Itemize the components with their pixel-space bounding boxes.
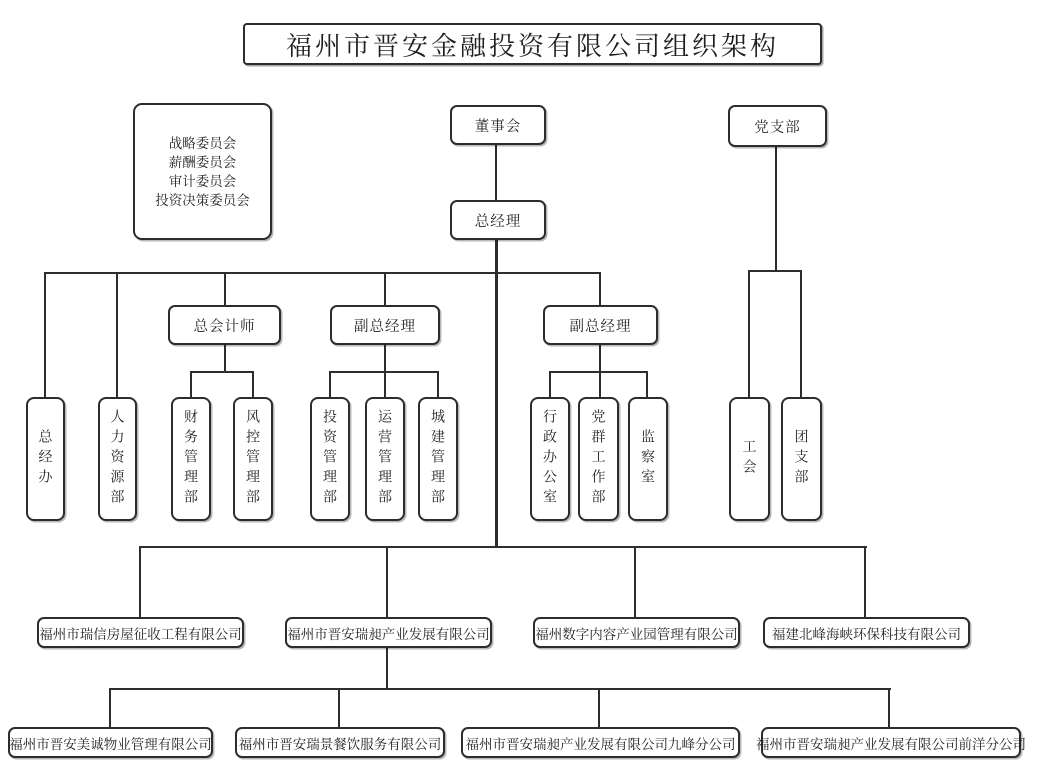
connector-line [224,272,226,305]
committee-line: 投资决策委员会 [155,192,250,208]
node-dept-hr: 人力资源部 [98,397,137,521]
connector-line [599,272,601,305]
committee-line: 薪酬委员会 [168,154,237,170]
connector-line [252,371,254,398]
node-youth-league-branch: 团支部 [781,397,822,521]
connector-line [549,371,551,398]
connector-line [495,145,497,200]
node-subsidiary-ruichang-industry: 福州市晋安瑞昶产业发展有限公司 [285,617,492,648]
connector-line [598,688,600,728]
node-dept-general-office: 总经办 [26,397,65,521]
connector-line [139,546,141,618]
connector-line [190,371,192,398]
connector-line [190,371,254,373]
connector-line [437,371,439,398]
node-dept-investment: 投资管理部 [310,397,350,521]
connector-line [888,688,890,728]
connector-line [329,371,331,398]
connector-line [384,272,386,305]
connector-line [748,270,750,398]
node-branch-ruichang-qianyang: 福州市晋安瑞昶产业发展有限公司前洋分公司 [761,727,1021,758]
connector-line [775,147,777,272]
node-labor-union: 工会 [729,397,770,521]
node-deputy-gm-1: 副总经理 [330,305,440,345]
connector-line [864,546,866,618]
connector-line [386,546,388,618]
connector-line [109,688,891,690]
connector-line [384,371,386,398]
node-deputy-gm-2: 副总经理 [543,305,658,345]
node-branch-ruijing-catering: 福州市晋安瑞景餐饮服务有限公司 [235,727,445,758]
node-branch-ruichang-jiufeng: 福州市晋安瑞昶产业发展有限公司九峰分公司 [461,727,740,758]
node-dept-urban-construction: 城建管理部 [418,397,458,521]
node-dept-admin-office: 行政办公室 [530,397,570,521]
connector-line [748,270,802,272]
node-dept-finance: 财务管理部 [171,397,211,521]
connector-line [384,345,386,372]
connector-line [800,270,802,398]
connector-line [44,272,46,398]
committees-box [133,103,272,240]
connector-line [646,371,648,398]
connector-line [599,371,601,398]
connector-line [224,345,226,372]
connector-line [386,648,388,690]
node-subsidiary-beifeng-haixia-environmental: 福建北峰海峡环保科技有限公司 [763,617,970,648]
connector-line [109,688,111,728]
node-board-of-directors: 董事会 [450,105,546,145]
node-dept-party-masses: 党群工作部 [578,397,619,521]
node-branch-meicheng-property: 福州市晋安美诚物业管理有限公司 [8,727,213,758]
node-general-manager: 总经理 [450,200,546,240]
connector-line [44,272,601,274]
connector-line [116,272,118,398]
connector-line [139,546,867,548]
connector-line [599,345,601,372]
node-subsidiary-digital-content-park: 福州数字内容产业园管理有限公司 [533,617,740,648]
connector-line [495,240,498,547]
node-subsidiary-ruixin-housing: 福州市瑞信房屋征收工程有限公司 [37,617,244,648]
committee-line: 战略委员会 [168,135,237,151]
connector-line [634,546,636,618]
node-chief-accountant: 总会计师 [168,305,281,345]
node-dept-operations: 运营管理部 [365,397,405,521]
node-party-branch: 党支部 [728,105,827,147]
node-dept-supervision: 监察室 [628,397,668,521]
connector-line [338,688,340,728]
page-title: 福州市晋安金融投资有限公司组织架构 [243,23,822,65]
committee-line: 审计委员会 [168,173,237,189]
node-dept-risk-control: 风控管理部 [233,397,273,521]
